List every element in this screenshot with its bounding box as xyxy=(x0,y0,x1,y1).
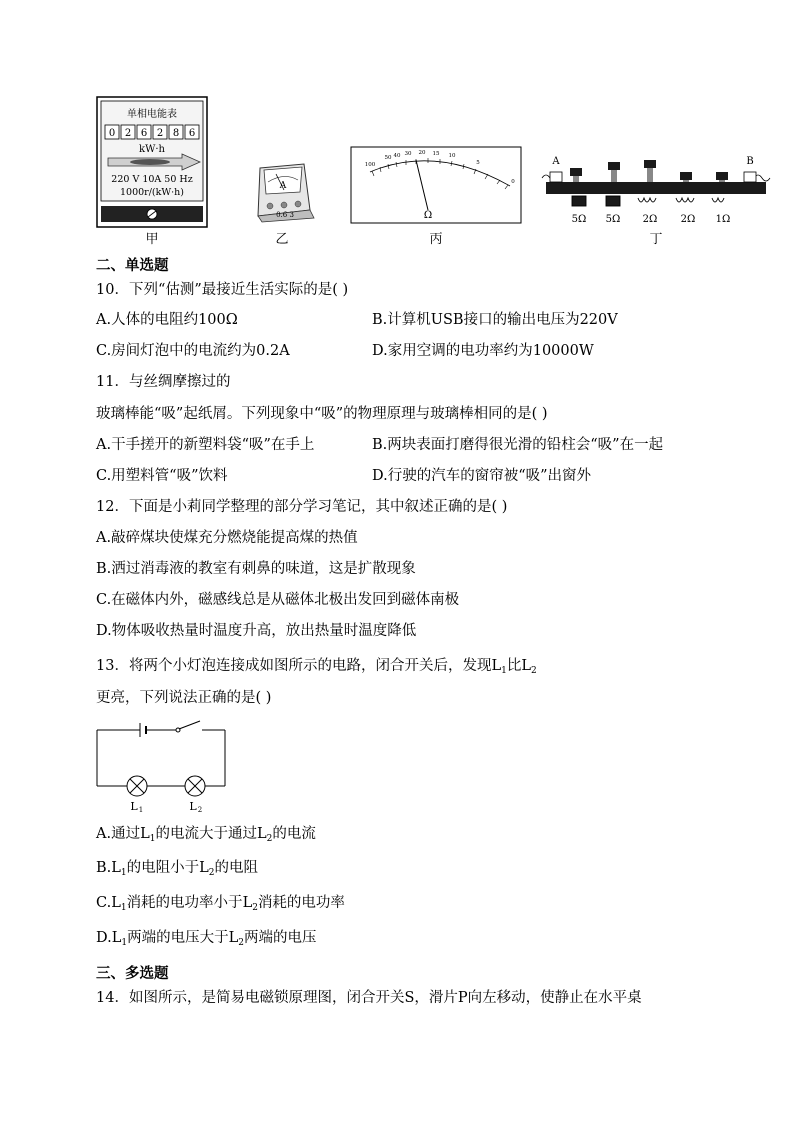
section-multi-choice-heading: 三、多选题 xyxy=(96,966,169,982)
lamp-l1-label-sub: 1 xyxy=(138,806,144,814)
lamp-l2-label: L xyxy=(189,800,197,813)
meter-digit: 8 xyxy=(172,128,180,139)
ohm-tick-label: 50 xyxy=(384,155,392,161)
q13-stem-line1 xyxy=(96,656,537,681)
lamp-l1-symbol: L xyxy=(140,826,150,842)
energy-meter-figure xyxy=(96,96,208,228)
lamp-l2-subscript: 2 xyxy=(238,938,244,948)
q10-option-c[interactable]: C.房间灯泡中的电流约为0.2A xyxy=(96,343,290,359)
switch-blade xyxy=(179,721,200,729)
q11-option-b[interactable]: B.两块表面打磨得很光滑的铅柱会“吸”在一起 xyxy=(372,437,664,453)
ammeter-drawing xyxy=(254,160,316,224)
section-single-choice-heading: 二、单选题 xyxy=(96,258,169,274)
meter-digit: 2 xyxy=(156,128,164,139)
resistor-label: 1Ω xyxy=(715,214,731,225)
caption-bing: 丙 xyxy=(429,232,443,247)
ammeter-scale: 0.6 3 xyxy=(276,211,294,219)
caption-jia: 甲 xyxy=(145,232,159,247)
ohm-tick-label: 20 xyxy=(418,150,426,156)
ohmmeter-figure xyxy=(350,146,522,224)
q13-option-d[interactable] xyxy=(96,928,316,953)
series-circuit-drawing xyxy=(94,718,230,814)
lamp-l2-subscript: 2 xyxy=(208,868,215,878)
lamp-l2-symbol: L xyxy=(199,860,209,876)
resistor-label: 5Ω xyxy=(605,214,621,225)
q12-option-c[interactable]: C.在磁体内外，磁感线总是从磁体北极出发回到磁体南极 xyxy=(96,592,460,608)
resistance-box-figure xyxy=(540,152,772,228)
energy-meter-drawing xyxy=(96,96,208,228)
q13-d-text: 两端的电压 xyxy=(243,930,317,946)
lamp-l1-symbol: L xyxy=(111,860,121,876)
lamp-l1-subscript: 1 xyxy=(121,938,128,948)
ohm-tick-label: 100 xyxy=(364,162,376,168)
q11-option-c[interactable]: C.用塑料管“吸”饮料 xyxy=(96,468,228,484)
q12-option-d[interactable]: D.物体吸收热量时温度升高，放出热量时温度降低 xyxy=(96,623,417,639)
q12-stem: 12．下面是小莉同学整理的部分学习笔记，其中叙述正确的是( ) xyxy=(96,499,508,515)
ohm-tick-label: 10 xyxy=(448,153,456,159)
resistance-box-drawing xyxy=(540,152,772,228)
meter-digit: 0 xyxy=(108,128,116,139)
lamp-l1-symbol: L xyxy=(111,930,122,946)
ohm-tick-label: 40 xyxy=(393,153,401,159)
q14-stem: 14．如图所示，是简易电磁锁原理图，闭合开关S，滑片P向左移动，使静止在水平桌 xyxy=(96,990,642,1006)
lamp-l1-subscript: 1 xyxy=(501,666,507,676)
q13-stem-line2: 更亮，下列说法正确的是( ) xyxy=(96,690,272,706)
ohm-tick-label: 30 xyxy=(404,151,412,157)
q11-option-a[interactable]: A.干手搓开的新塑料袋“吸”在手上 xyxy=(96,437,315,453)
caption-yi: 乙 xyxy=(275,232,289,247)
q13-c-text: 消耗的电功率 xyxy=(257,895,345,911)
q11-option-d[interactable]: D.行驶的汽车的窗帘被“吸”出窗外 xyxy=(372,468,592,484)
lamp-l2-symbol: L xyxy=(256,826,267,842)
terminal-b-label: B xyxy=(746,156,754,167)
q10-stem: 10．下列“估测”最接近生活实际的是( ) xyxy=(96,282,349,298)
lamp-l2-symbol: L xyxy=(228,930,239,946)
q12-option-a[interactable]: A.敲碎煤块使煤充分燃烧能提高煤的热值 xyxy=(96,530,358,546)
q11-stem-line2: 玻璃棒能“吸”起纸屑。下列现象中“吸”的物理原理与玻璃棒相同的是( ) xyxy=(96,406,548,422)
lamp-l1-subscript: 1 xyxy=(149,834,156,844)
meter-digit: 2 xyxy=(124,128,132,139)
terminal-a-label: A xyxy=(552,156,560,167)
q13-b-text: B. xyxy=(96,860,112,876)
lamp-l1-symbol: L xyxy=(491,658,502,674)
q10-option-a[interactable]: A.人体的电阻约100Ω xyxy=(96,312,238,328)
resistor-label: 2Ω xyxy=(680,214,696,225)
q13-d-text: 两端的电压大于 xyxy=(127,930,229,946)
ohm-tick-label: 15 xyxy=(432,151,440,157)
q13-a-text: 的电流 xyxy=(272,826,316,842)
resistance-bar xyxy=(546,182,766,194)
q13-stem-mid: 比 xyxy=(506,658,522,674)
lamp-l2-subscript: 2 xyxy=(252,903,258,913)
ohm-tick-label: 0 xyxy=(511,179,515,185)
lamp-l2-subscript: 2 xyxy=(266,834,273,844)
lamp-l2-subscript: 2 xyxy=(530,666,537,676)
resistor-label: 2Ω xyxy=(642,214,658,225)
ohm-tick-label: 5 xyxy=(476,160,480,166)
ammeter-letter: A xyxy=(279,181,287,191)
q13-a-text: 的电流大于通过 xyxy=(155,826,257,842)
caption-ding: 丁 xyxy=(649,232,663,247)
ammeter-figure xyxy=(254,160,316,224)
q13-stem-text: 13．将两个小灯泡连接成如图所示的电路，闭合开关后，发现 xyxy=(96,658,492,674)
q13-b-text: 的电阻小于 xyxy=(126,860,200,876)
meter-spec-rating: 220 V 10A 50 Hz xyxy=(111,174,193,185)
ohmmeter-unit: Ω xyxy=(423,210,433,221)
meter-title: 单相电能表 xyxy=(127,109,177,120)
ohmmeter-drawing xyxy=(350,146,522,224)
meter-spec-rev: 1000r/(kW·h) xyxy=(120,187,184,198)
q13-option-c[interactable] xyxy=(96,893,345,918)
q13-option-a[interactable] xyxy=(96,824,316,849)
series-circuit-figure xyxy=(94,718,230,814)
lamp-l1-label: L xyxy=(130,800,138,813)
lamp-l2-symbol: L xyxy=(242,895,253,911)
lamp-l2-symbol: L xyxy=(521,658,531,674)
meter-digit: 6 xyxy=(188,128,196,139)
q10-option-b[interactable]: B.计算机USB接口的输出电压为220V xyxy=(372,312,618,328)
q13-c-text: C. xyxy=(96,895,112,911)
q13-option-b[interactable] xyxy=(96,858,258,883)
q13-b-text: 的电阻 xyxy=(214,860,259,876)
lamp-l2-label-sub: 2 xyxy=(197,806,203,814)
lamp-l1-symbol: L xyxy=(111,895,121,911)
lamp-l1-subscript: 1 xyxy=(120,868,127,878)
q13-a-text: A.通过 xyxy=(96,826,141,842)
meter-unit: kW·h xyxy=(139,144,165,155)
q11-stem-line1: 11．与丝绸摩擦过的 xyxy=(96,374,231,390)
q10-option-d[interactable]: D.家用空调的电功率约为10000W xyxy=(372,343,594,359)
q13-c-text: 消耗的电功率小于 xyxy=(126,895,243,911)
meter-digit: 6 xyxy=(140,128,148,139)
lamp-l1-subscript: 1 xyxy=(120,903,127,913)
q12-option-b[interactable]: B.洒过消毒液的教室有刺鼻的味道，这是扩散现象 xyxy=(96,561,416,577)
q13-d-text: D. xyxy=(96,930,112,946)
resistor-label: 5Ω xyxy=(571,214,587,225)
